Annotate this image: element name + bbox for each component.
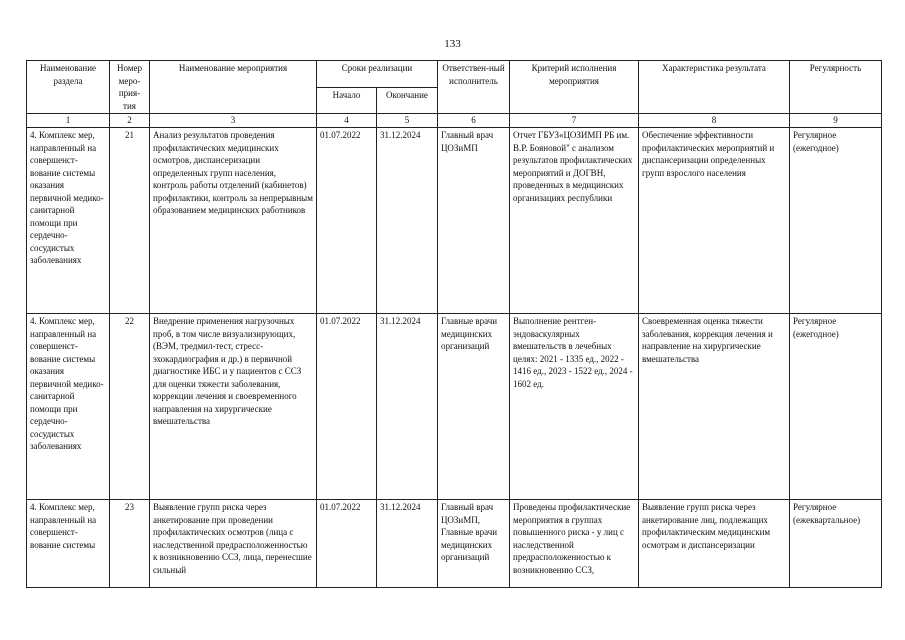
measure-cell: Выявление групп риска через анкетирование при проведении профилактических осмотров (лица с наследственной предрасположенностью к возникновению ССЗ, лица, перенесшие сильный (150, 500, 317, 588)
number-cell: 22 (110, 314, 150, 500)
measure-cell: Анализ результатов проведения профилактических медицинских осмотров, диспансеризации определенных групп населения, контроль работы отделений (кабинетов) профилактики, контроль за непрерывным образованием медицинских работников (150, 128, 317, 314)
header-number: Номер меро-прия-тия (110, 61, 150, 114)
result-cell: Своевременная оценка тяжести заболевания, коррекция лечения и направление на хирургические вмешательства (639, 314, 790, 500)
responsible-cell: Главный врач ЦОЗиМП, Главные врачи медицинских организаций (438, 500, 510, 588)
page-number: 133 (444, 38, 461, 50)
table-row (27, 128, 882, 314)
start-date-cell: 01.07.2022 (317, 500, 377, 588)
column-number: 5 (377, 114, 438, 128)
header-regularity: Регулярность (790, 61, 882, 114)
section-cell: 4. Комплекс мер, направленный на совершенст-вование системы оказания первичной медико-санитарной помощи при сердечно-сосудистых заболеваниях (27, 128, 110, 314)
header-end: Окончание (377, 87, 438, 114)
responsible-cell: Главные врачи медицинских организаций (438, 314, 510, 500)
criterion-cell: Выполнение рентген-эндоваскулярных вмешательств в лечебных целях: 2021 - 1335 ед., 2022 - 1416 ед., 2023 - 1522 ед., 2024 - 1602 ед. (510, 314, 639, 500)
regularity-cell: Регулярное (ежегодное) (790, 314, 882, 500)
header-section: Наименование раздела (27, 61, 110, 114)
header-result: Характеристика результата (639, 61, 790, 114)
table-row (27, 500, 882, 588)
criterion-cell: Проведены профилактические мероприятия в группах повышенного риска - у лиц с наследственной предрасположенностью к возникновению ССЗ, (510, 500, 639, 588)
end-date-cell: 31.12.2024 (377, 500, 438, 588)
criterion-cell: Отчет ГБУЗ«ЦОЗИМП РБ им. В.Р. Бояновой" с анализом результатов профилактических мероприятий и ДОГВН, проведенных в медицинских организациях республики (510, 128, 639, 314)
end-date-cell: 31.12.2024 (377, 128, 438, 314)
column-number: 3 (150, 114, 317, 128)
column-number: 9 (790, 114, 882, 128)
section-cell: 4. Комплекс мер, направленный на совершенст-вование системы оказания первичной медико-санитарной помощи при сердечно-сосудистых заболеваниях (27, 314, 110, 500)
result-cell: Обеспечение эффективности профилактических мероприятий и диспансеризации определенных групп взрослого населения (639, 128, 790, 314)
column-number: 4 (317, 114, 377, 128)
header-start: Начало (317, 87, 377, 114)
end-date-cell: 31.12.2024 (377, 314, 438, 500)
start-date-cell: 01.07.2022 (317, 314, 377, 500)
responsible-cell: Главный врач ЦОЗиМП (438, 128, 510, 314)
number-cell: 21 (110, 128, 150, 314)
table-row (27, 314, 882, 500)
column-number: 7 (510, 114, 639, 128)
regularity-cell: Регулярное (ежегодное) (790, 128, 882, 314)
activity-plan-table (26, 60, 882, 588)
header-measure: Наименование мероприятия (150, 61, 317, 114)
column-number: 1 (27, 114, 110, 128)
regularity-cell: Регулярное (ежеквартальное) (790, 500, 882, 588)
number-cell: 23 (110, 500, 150, 588)
column-number: 2 (110, 114, 150, 128)
header-row (27, 61, 882, 88)
column-number: 8 (639, 114, 790, 128)
measure-cell: Внедрение применения нагрузочных проб, в том числе визуализирующих, (ВЭМ, тредмил-тест, стресс-эхокардиография и др.) в первичной диагностике ИБС и у пациентов с ССЗ для оценки тяжести заболевания, коррекции лечения и своевременного направления на хирургические вмешательства (150, 314, 317, 500)
start-date-cell: 01.07.2022 (317, 128, 377, 314)
section-cell: 4. Комплекс мер, направленный на совершенст-вование системы (27, 500, 110, 588)
column-number: 6 (438, 114, 510, 128)
header-responsible: Ответствен-ный исполнитель (438, 61, 510, 114)
result-cell: Выявление групп риска через анкетирование лиц, подлежащих профилактическим медицинским осмотрам и диспансеризации (639, 500, 790, 588)
column-numbers-row (27, 114, 882, 128)
header-terms: Сроки реализации (317, 61, 438, 88)
header-criterion: Критерий исполнения мероприятия (510, 61, 639, 114)
